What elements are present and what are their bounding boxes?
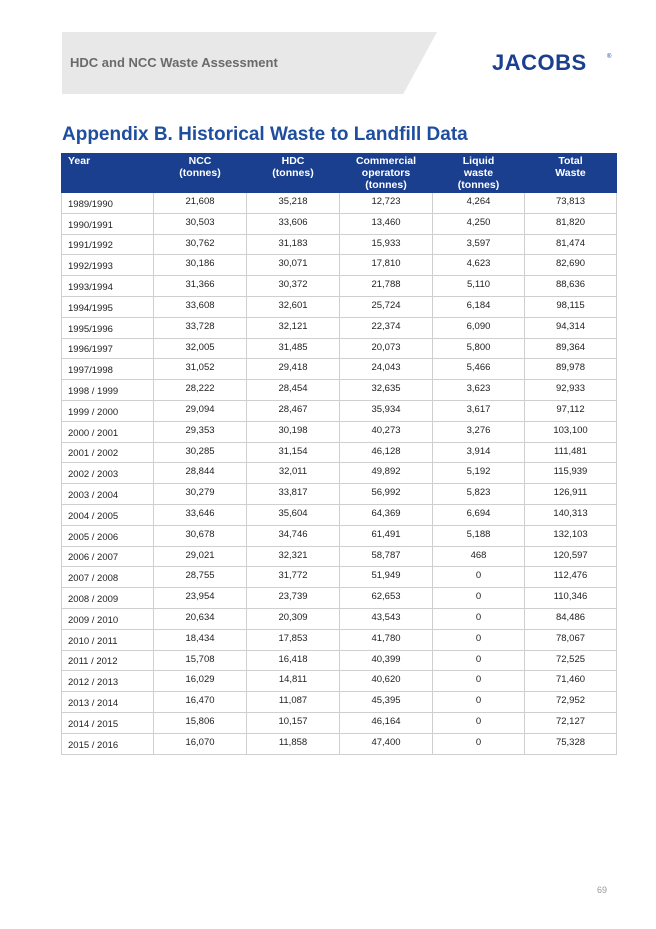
cell-hdc: 14,811 [247,671,340,692]
cell-commercial: 46,128 [340,442,433,463]
cell-total: 72,525 [525,650,617,671]
cell-liquid: 0 [433,712,525,733]
cell-year: 2012 / 2013 [62,671,154,692]
cell-hdc: 31,772 [247,567,340,588]
cell-year: 1999 / 2000 [62,400,154,421]
cell-liquid: 468 [433,546,525,567]
cell-commercial: 32,635 [340,380,433,401]
cell-year: 2001 / 2002 [62,442,154,463]
cell-commercial: 51,949 [340,567,433,588]
cell-liquid: 5,800 [433,338,525,359]
cell-commercial: 61,491 [340,525,433,546]
cell-ncc: 30,285 [154,442,247,463]
table-row [62,588,617,609]
cell-year: 1996/1997 [62,338,154,359]
table-row [62,504,617,525]
cell-hdc: 11,858 [247,733,340,754]
table-row [62,255,617,276]
cell-commercial: 25,724 [340,296,433,317]
header-line: waste [463,167,494,179]
cell-commercial: 24,043 [340,359,433,380]
cell-ncc: 30,279 [154,484,247,505]
cell-commercial: 46,164 [340,712,433,733]
cell-total: 81,820 [525,213,617,234]
cell-year: 2006 / 2007 [62,546,154,567]
cell-total: 89,364 [525,338,617,359]
header-line: operators [361,167,411,179]
cell-hdc: 11,087 [247,692,340,713]
cell-liquid: 6,090 [433,317,525,338]
cell-total: 73,813 [525,193,617,214]
document-title: HDC and NCC Waste Assessment [70,55,278,70]
section-title: Appendix B. Historical Waste to Landfill Data [62,124,468,145]
cell-year: 1992/1993 [62,255,154,276]
cell-total: 71,460 [525,671,617,692]
cell-liquid: 3,597 [433,234,525,255]
cell-liquid: 0 [433,588,525,609]
cell-commercial: 47,400 [340,733,433,754]
cell-liquid: 4,264 [433,193,525,214]
cell-total: 92,933 [525,380,617,401]
table-row [62,712,617,733]
table-row [62,400,617,421]
cell-ncc: 33,728 [154,317,247,338]
cell-total: 110,346 [525,588,617,609]
cell-hdc: 23,739 [247,588,340,609]
cell-year: 2003 / 2004 [62,484,154,505]
cell-commercial: 12,723 [340,193,433,214]
cell-year: 2005 / 2006 [62,525,154,546]
cell-year: 2011 / 2012 [62,650,154,671]
cell-total: 126,911 [525,484,617,505]
cell-year: 1994/1995 [62,296,154,317]
cell-total: 98,115 [525,296,617,317]
cell-hdc: 10,157 [247,712,340,733]
table-row [62,733,617,754]
header-line: (tonnes) [365,179,407,191]
cell-total: 78,067 [525,629,617,650]
cell-ncc: 15,806 [154,712,247,733]
cell-ncc: 29,094 [154,400,247,421]
cell-commercial: 43,543 [340,608,433,629]
cell-commercial: 64,369 [340,504,433,525]
cell-commercial: 15,933 [340,234,433,255]
cell-total: 72,127 [525,712,617,733]
table-row [62,276,617,297]
cell-ncc: 16,070 [154,733,247,754]
cell-hdc: 32,011 [247,463,340,484]
cell-hdc: 35,604 [247,504,340,525]
cell-liquid: 0 [433,733,525,754]
cell-total: 84,486 [525,608,617,629]
cell-ncc: 28,755 [154,567,247,588]
cell-year: 2009 / 2010 [62,608,154,629]
table-row [62,317,617,338]
cell-total: 88,636 [525,276,617,297]
cell-year: 1998 / 1999 [62,380,154,401]
cell-total: 72,952 [525,692,617,713]
cell-hdc: 35,218 [247,193,340,214]
column-header-ncc [154,154,247,193]
cell-ncc: 29,353 [154,421,247,442]
cell-commercial: 21,788 [340,276,433,297]
cell-hdc: 17,853 [247,629,340,650]
cell-liquid: 6,184 [433,296,525,317]
cell-total: 89,978 [525,359,617,380]
cell-liquid: 3,276 [433,421,525,442]
table-row [62,608,617,629]
landfill-data-table [61,153,617,755]
column-header-year [62,154,154,193]
cell-ncc: 31,366 [154,276,247,297]
cell-hdc: 33,817 [247,484,340,505]
cell-liquid: 0 [433,567,525,588]
cell-year: 2000 / 2001 [62,421,154,442]
cell-year: 2004 / 2005 [62,504,154,525]
table-row [62,359,617,380]
header-line: Waste [555,167,586,179]
cell-total: 103,100 [525,421,617,442]
cell-commercial: 17,810 [340,255,433,276]
cell-commercial: 41,780 [340,629,433,650]
cell-commercial: 45,395 [340,692,433,713]
cell-hdc: 31,485 [247,338,340,359]
cell-total: 111,481 [525,442,617,463]
table-row [62,234,617,255]
cell-ncc: 28,222 [154,380,247,401]
column-header-total [525,154,617,193]
cell-ncc: 31,052 [154,359,247,380]
cell-hdc: 32,601 [247,296,340,317]
cell-year: 2008 / 2009 [62,588,154,609]
table-row [62,380,617,401]
cell-hdc: 32,321 [247,546,340,567]
header-line: (tonnes) [457,179,500,191]
cell-ncc: 33,646 [154,504,247,525]
cell-hdc: 34,746 [247,525,340,546]
cell-ncc: 30,678 [154,525,247,546]
cell-total: 120,597 [525,546,617,567]
cell-year: 2010 / 2011 [62,629,154,650]
cell-hdc: 16,418 [247,650,340,671]
table-row [62,296,617,317]
cell-total: 75,328 [525,733,617,754]
cell-total: 115,939 [525,463,617,484]
cell-commercial: 56,992 [340,484,433,505]
cell-total: 140,313 [525,504,617,525]
cell-commercial: 40,273 [340,421,433,442]
cell-year: 2014 / 2015 [62,712,154,733]
table-body [62,193,617,755]
cell-ncc: 16,470 [154,692,247,713]
cell-hdc: 29,418 [247,359,340,380]
cell-liquid: 0 [433,629,525,650]
cell-ncc: 21,608 [154,193,247,214]
cell-liquid: 0 [433,692,525,713]
cell-total: 81,474 [525,234,617,255]
jacobs-logo: JACOBS [492,50,587,75]
cell-year: 1993/1994 [62,276,154,297]
cell-hdc: 30,071 [247,255,340,276]
cell-hdc: 31,183 [247,234,340,255]
header-line: Total [558,155,583,167]
table-row [62,692,617,713]
table-row [62,421,617,442]
cell-liquid: 6,694 [433,504,525,525]
table-row [62,484,617,505]
cell-commercial: 49,892 [340,463,433,484]
cell-ncc: 16,029 [154,671,247,692]
cell-hdc: 30,372 [247,276,340,297]
cell-commercial: 40,399 [340,650,433,671]
cell-hdc: 33,606 [247,213,340,234]
table-row [62,442,617,463]
header-line: (tonnes) [272,167,314,179]
cell-ncc: 28,844 [154,463,247,484]
cell-total: 94,314 [525,317,617,338]
cell-commercial: 35,934 [340,400,433,421]
cell-liquid: 4,250 [433,213,525,234]
cell-liquid: 5,823 [433,484,525,505]
cell-liquid: 3,914 [433,442,525,463]
cell-commercial: 40,620 [340,671,433,692]
cell-hdc: 32,121 [247,317,340,338]
column-header-hdc [247,154,340,193]
header-line: HDC [281,155,305,167]
cell-liquid: 0 [433,671,525,692]
cell-liquid: 5,192 [433,463,525,484]
table-row [62,650,617,671]
cell-ncc: 29,021 [154,546,247,567]
cell-year: 2007 / 2008 [62,567,154,588]
cell-total: 132,103 [525,525,617,546]
cell-year: 1991/1992 [62,234,154,255]
table-row [62,629,617,650]
cell-liquid: 0 [433,608,525,629]
header-line: NCC [188,155,212,167]
cell-commercial: 20,073 [340,338,433,359]
cell-liquid: 4,623 [433,255,525,276]
cell-ncc: 30,762 [154,234,247,255]
table-row [62,463,617,484]
cell-hdc: 28,454 [247,380,340,401]
table-row [62,338,617,359]
cell-ncc: 30,186 [154,255,247,276]
header-line: Liquid [462,155,495,167]
table-row [62,546,617,567]
cell-year: 2013 / 2014 [62,692,154,713]
cell-commercial: 13,460 [340,213,433,234]
registered-mark: ® [607,54,612,60]
cell-commercial: 58,787 [340,546,433,567]
page-number: 69 [597,885,608,895]
table-header-row [62,154,617,193]
table-row [62,567,617,588]
cell-ncc: 33,608 [154,296,247,317]
cell-year: 2015 / 2016 [62,733,154,754]
header-line: Commercial [355,155,417,167]
table-row [62,525,617,546]
cell-year: 1989/1990 [62,193,154,214]
cell-year: 1997/1998 [62,359,154,380]
table-row [62,671,617,692]
cell-liquid: 3,617 [433,400,525,421]
cell-liquid: 0 [433,650,525,671]
cell-hdc: 20,309 [247,608,340,629]
cell-commercial: 22,374 [340,317,433,338]
cell-total: 82,690 [525,255,617,276]
cell-liquid: 5,188 [433,525,525,546]
column-header-commercial [340,154,433,193]
cell-ncc: 32,005 [154,338,247,359]
cell-ncc: 20,634 [154,608,247,629]
cell-ncc: 18,434 [154,629,247,650]
cell-liquid: 5,110 [433,276,525,297]
cell-total: 97,112 [525,400,617,421]
column-header-liquid [433,154,525,193]
cell-commercial: 62,653 [340,588,433,609]
cell-liquid: 5,466 [433,359,525,380]
cell-total: 112,476 [525,567,617,588]
cell-year: 2002 / 2003 [62,463,154,484]
cell-hdc: 31,154 [247,442,340,463]
cell-year: 1990/1991 [62,213,154,234]
cell-ncc: 30,503 [154,213,247,234]
cell-ncc: 15,708 [154,650,247,671]
cell-hdc: 30,198 [247,421,340,442]
header-line: Year [68,155,91,167]
header-line: (tonnes) [179,167,221,179]
table-row [62,213,617,234]
cell-ncc: 23,954 [154,588,247,609]
table-row [62,193,617,214]
cell-hdc: 28,467 [247,400,340,421]
cell-year: 1995/1996 [62,317,154,338]
cell-liquid: 3,623 [433,380,525,401]
